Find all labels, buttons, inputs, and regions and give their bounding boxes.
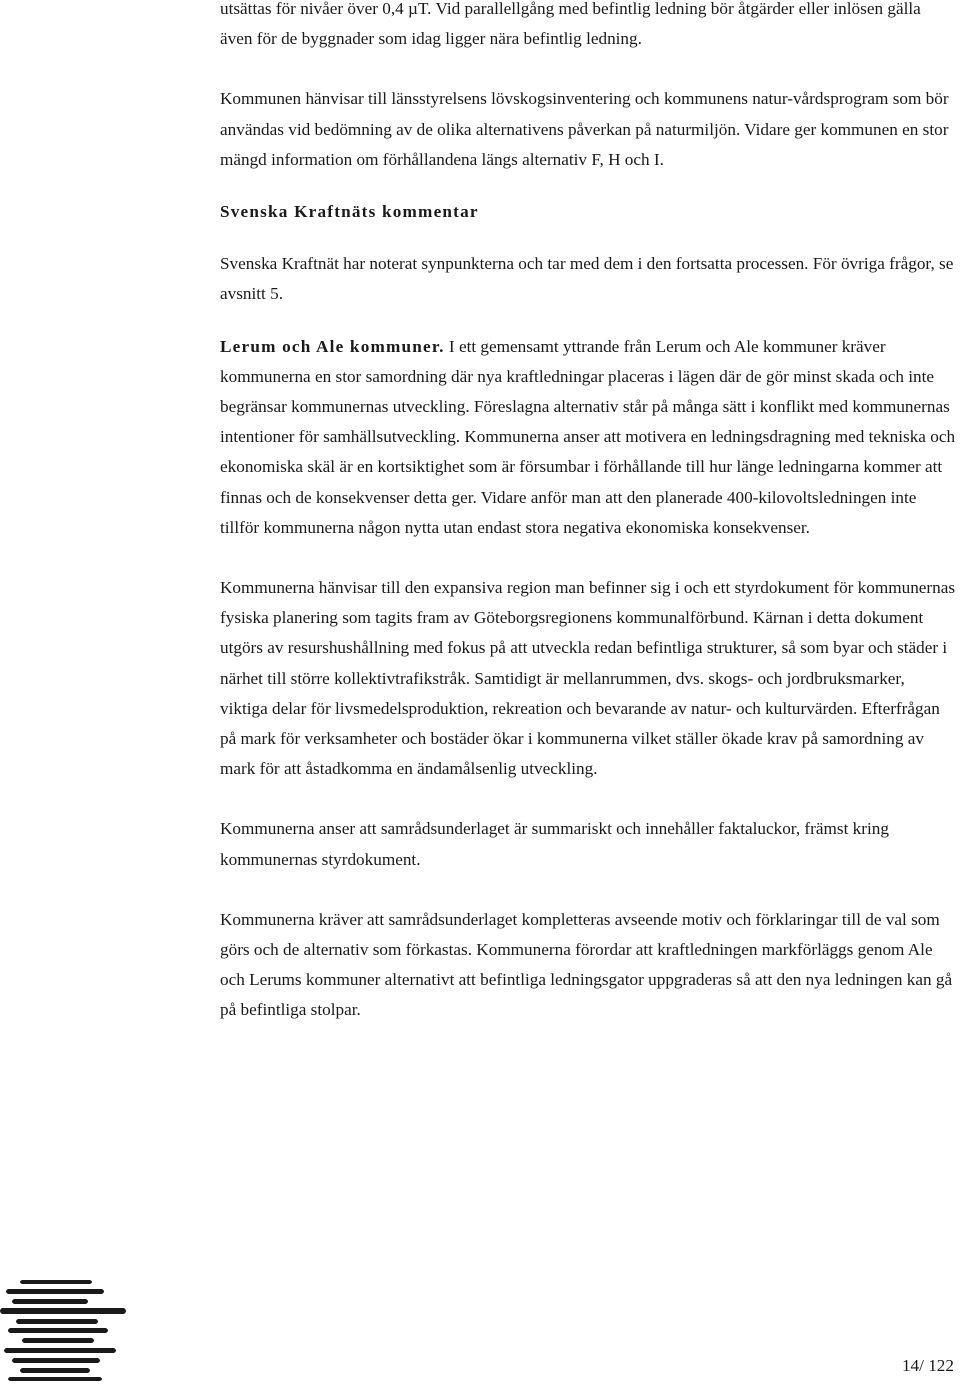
paragraph-lovskog: Kommunen hänvisar till länsstyrelsens lövskogsinventering och kommunens natur-vårdsprogram som bör användas vid bedömning av de olika alternativens påverkan på naturmiljön. Vidare ger kommunen en stor mängd information om förhållandena längs alternativ F, H och I. [220,89,949,169]
paragraph-lerum-ale [220,332,956,543]
paragraph-comment: Svenska Kraftnät har noterat synpunkterna och tar med dem i den fortsatta processen. För övriga frågor, se avsnitt 5. [220,254,954,304]
paragraph-continuation: utsättas för nivåer över 0,4 µT. Vid parallellgång med befintlig ledning bör åtgärder eller inlösen gälla även för de byggnader som idag ligger nära befintlig ledning. [220,0,921,49]
paragraph-region: Kommunerna hänvisar till den expansiva region man befinner sig i och ett styrdokument för kommunernas fysiska planering som tagits fram av Göteborgsregionens kommunalförbund. Kärnan i detta dokument utgörs av resurshushållning med fokus på att utveckla redan befintliga strukturer, så som byar och städer i närhet till större kollektivtrafikstråk. Samtidigt är mellanrummen, dvs. skogs- och jordbruksmarker, viktiga delar för livsmedelsproduktion, rekreation och bevarande av natur- och kulturvärden. Efterfrågan på mark för verksamheter och bostäder ökar i kommunerna vilket ställer ökade krav på samordning av mark för att åstadkomma en ändamålsenlig utveckling. [220,578,956,779]
paragraph-summary: Kommunerna anser att samrådsunderlaget är summariskt och innehåller faktaluckor, främst kring kommunernas styrdokument. [220,819,889,869]
runin-heading: Lerum och Ale kommuner. [220,336,445,356]
document-body [220,0,956,1026]
page-number: 14/ 122 [901,1356,954,1375]
section-heading: Svenska Kraftnäts kommentar [220,202,479,222]
paragraph-demand: Kommunerna kräver att samrådsunderlaget kompletteras avseende motiv och förklaringar till de val som görs och de alternativ som förkastas. Kommunerna förordar att kraftledningen markförläggs genom Ale och Lerums kommuner alternativt att befintliga ledningsgator uppgraderas så att den nya ledningen kan gå på befintliga stolpar. [220,909,953,1020]
runin-text: I ett gemensamt yttrande från Lerum och Ale kommuner kräver kommunerna en stor samordning där nya kraftledningar placeras i lägen där de gör minst skada och inte begränsar kommunernas utveckling. Föreslagna alternativ står på många sätt i konflikt med kommunernas intentioner för samhällsutveckling. Kommunerna anser att motivera en ledningsdragning med tekniska och ekonomiska skäl är en kortsiktighet som är försumbar i förhållande till hur länge ledningarna kommer att finnas och de konsekvenser detta ger. Vidare anför man att den planerade 400-kilovoltsledningen inte tillför kommunerna någon nytta utan endast stora negativa ekonomiska konsekvenser. [220,336,956,537]
svenska-kraftnat-logo-icon [0,1278,130,1382]
